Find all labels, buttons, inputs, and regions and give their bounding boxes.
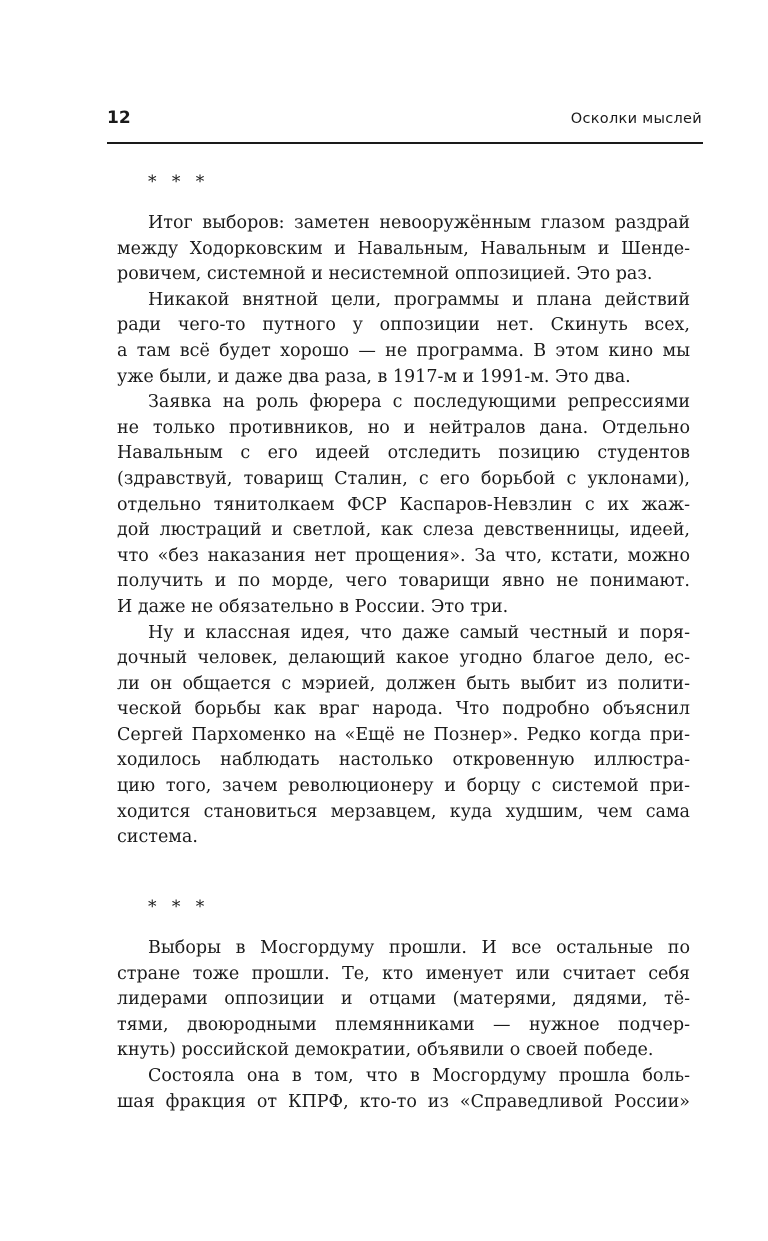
text-line: Никакой внятной цели, программы и плана действий bbox=[148, 289, 690, 310]
text-line: Сергей Пархоменко на «Ещё не Познер». Редко когда при- bbox=[117, 724, 690, 745]
text-line: (здравствуй, товарищ Сталин, с его борьбой с уклонами), bbox=[117, 468, 690, 489]
text-line: уже были, и даже два раза, в 1917-м и 1991-м. Это два. bbox=[117, 366, 631, 387]
text-line: а там всё будет хорошо — не программа. В этом кино мы bbox=[117, 340, 690, 361]
text-line: И даже не обязательно в России. Это три. bbox=[117, 596, 509, 617]
text-line: лидерами оппозиции и отцами (матерями, дядями, тё- bbox=[117, 989, 690, 1010]
text-line: тями, двоюродными племянниками — нужное подчер- bbox=[117, 1014, 690, 1035]
text-line: Навальным с его идеей отследить позицию студентов bbox=[117, 443, 690, 464]
section-divider-asterisks: * * * bbox=[148, 172, 205, 192]
text-line: между Ходорковским и Навальным, Навальным и Шенде- bbox=[117, 238, 690, 259]
text-line: отдельно тянитолкаем ФСР Каспаров-Невзлин с их жаж- bbox=[117, 494, 690, 515]
text-line: ли он общается с мэрией, должен быть выбит из полити- bbox=[117, 673, 690, 694]
text-line: дочный человек, делающий какое угодно благое дело, ес- bbox=[117, 648, 690, 669]
text-line: шая фракция от КПРФ, кто-то из «Справедливой России» bbox=[117, 1091, 690, 1112]
text-line: Ну и классная идея, что даже самый честный и поря- bbox=[148, 622, 690, 643]
text-line: стране тоже прошли. Те, кто именует или считает себя bbox=[117, 963, 690, 984]
text-line: Выборы в Мосгордуму прошли. И все остальные по bbox=[148, 938, 690, 958]
text-block-2 bbox=[117, 936, 690, 1115]
header-rule bbox=[107, 142, 703, 144]
running-header-title: Осколки мыслей bbox=[570, 111, 702, 127]
text-line: получить и по морде, чего товарищи явно не понимают. bbox=[117, 571, 690, 592]
text-line: что «без наказания нет прощения». За что, кстати, можно bbox=[117, 545, 690, 566]
text-line: дой люстраций и светлой, как слеза девственницы, идеей, bbox=[117, 520, 690, 541]
page-number: 12 bbox=[107, 108, 131, 128]
text-line: цию того, зачем революционеру и борцу с системой при- bbox=[117, 776, 690, 797]
text-line: ради чего-то путного у оппозиции нет. Скинуть всех, bbox=[117, 315, 690, 336]
text-line: Состояла она в том, что в Мосгордуму прошла боль- bbox=[148, 1065, 690, 1086]
text-line: ровичем, системной и несистемной оппозицией. Это раз. bbox=[117, 264, 653, 285]
text-line: ходится становиться мерзавцем, куда худшим, чем сама bbox=[117, 801, 690, 822]
text-line: ческой борьбы как враг народа. Что подробно объяснил bbox=[117, 699, 690, 720]
text-line: Заявка на роль фюрера с последующими репрессиями bbox=[148, 392, 690, 413]
text-line: кнуть) российской демократии, объявили о своей победе. bbox=[117, 1040, 654, 1061]
section-divider-asterisks: * * * bbox=[148, 897, 205, 917]
text-line: не только противников, но и нейтралов дана. Отдельно bbox=[117, 417, 690, 438]
text-line: ходилось наблюдать настолько откровенную иллюстра- bbox=[117, 750, 690, 771]
text-line: Итог выборов: заметен невооружённым глазом раздрай bbox=[148, 213, 690, 233]
text-line: система. bbox=[117, 827, 198, 848]
text-block-1 bbox=[117, 211, 690, 851]
